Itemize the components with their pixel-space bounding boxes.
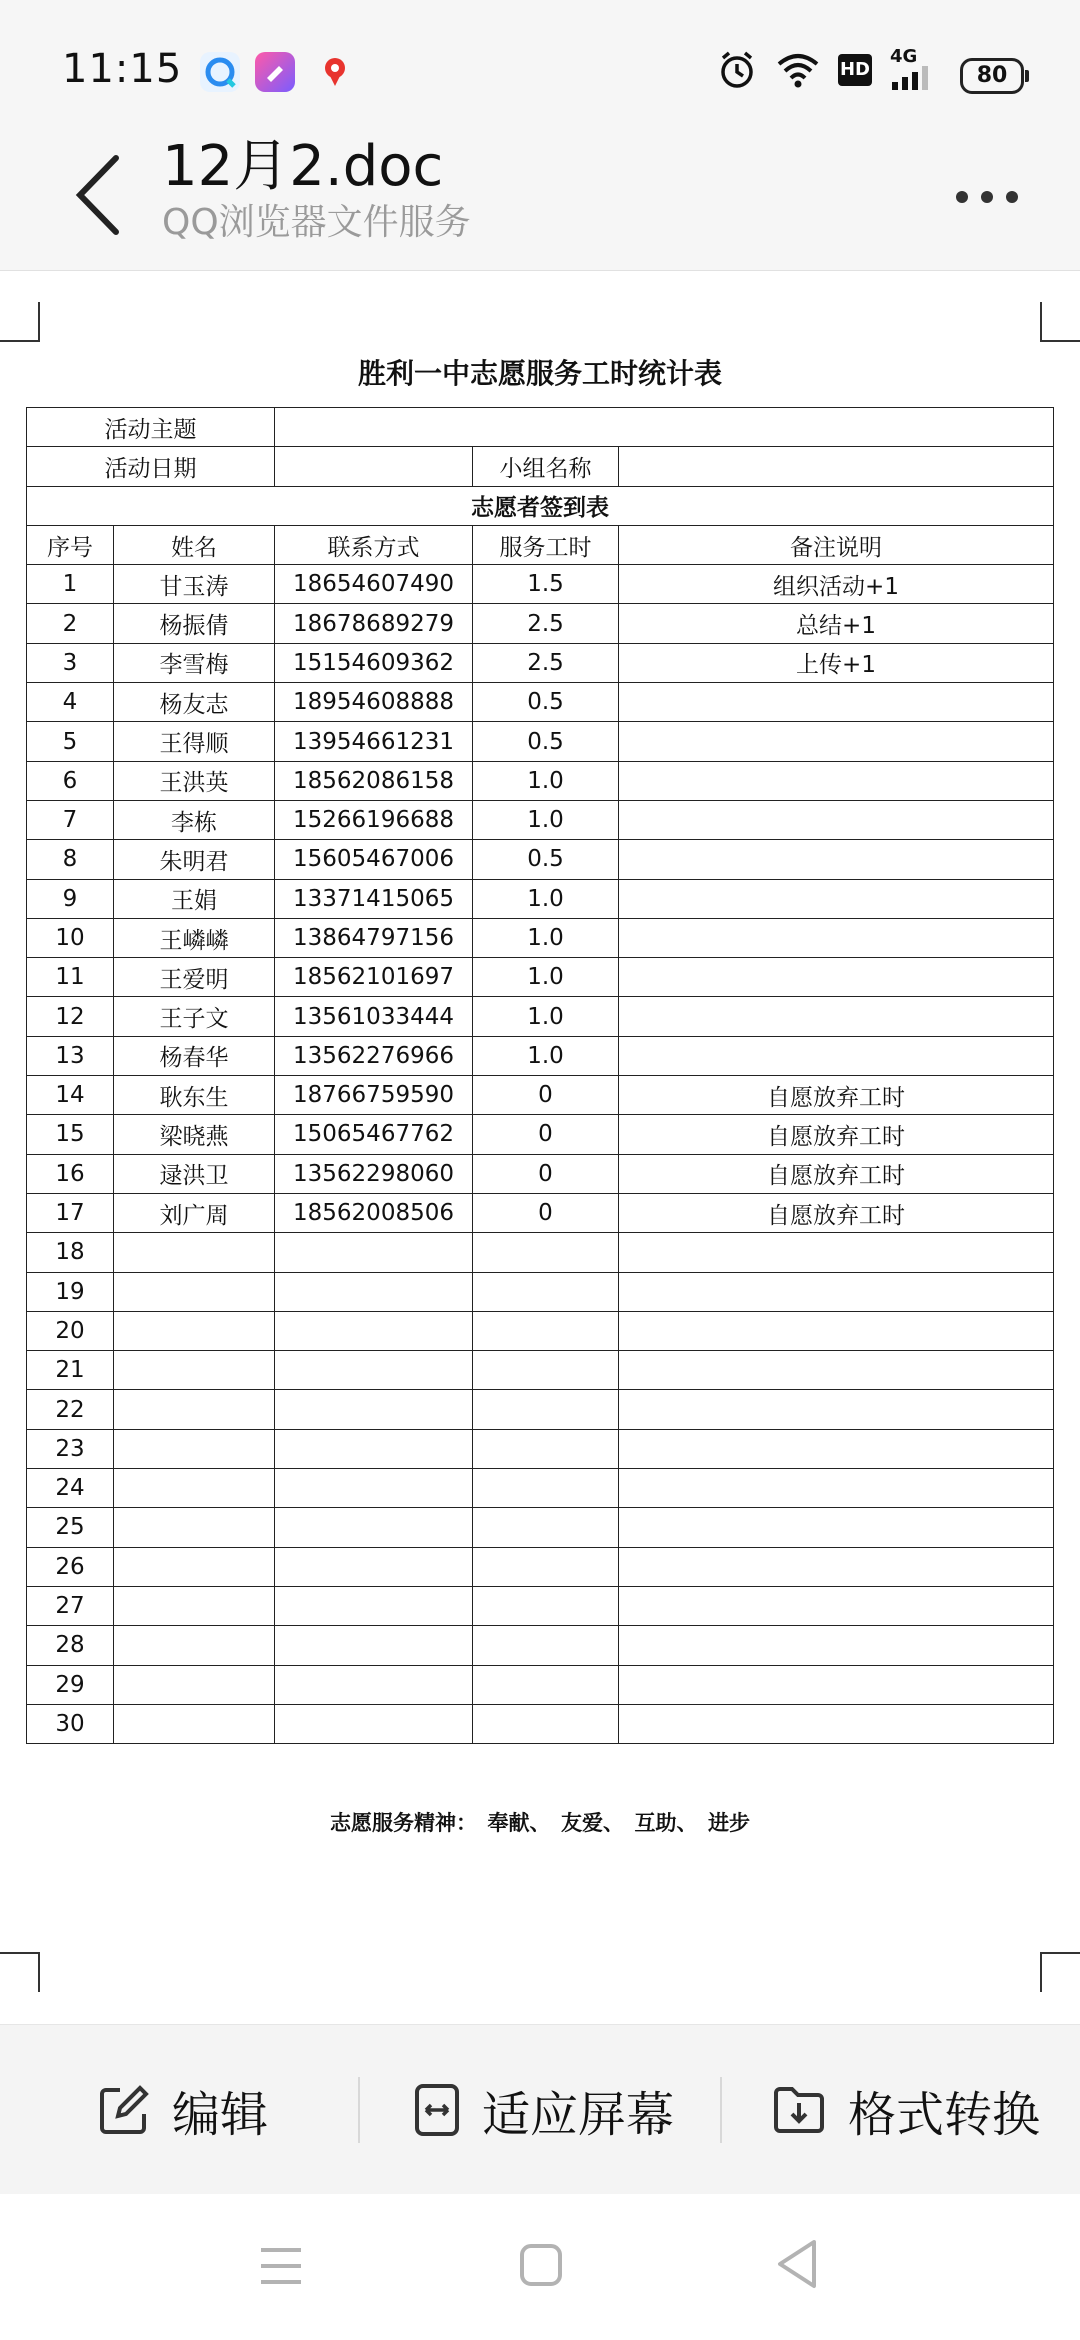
- signin-heading: 志愿者签到表: [27, 486, 1054, 525]
- hd-badge: HD: [838, 54, 872, 86]
- hours-cell: [473, 1665, 619, 1704]
- name-cell: [114, 1233, 275, 1272]
- remark-cell: [619, 1665, 1054, 1704]
- table-row: [27, 643, 1054, 682]
- table-row: [27, 1665, 1054, 1704]
- name-cell: [114, 1272, 275, 1311]
- wifi-icon: [776, 50, 820, 94]
- name-cell: 李雪梅: [114, 643, 275, 682]
- group-value: [619, 447, 1054, 486]
- table-row: [27, 1154, 1054, 1193]
- hours-cell: 1.0: [473, 761, 619, 800]
- hours-cell: [473, 1586, 619, 1625]
- row-number-cell: 6: [27, 761, 114, 800]
- table-row: [27, 565, 1054, 604]
- remark-cell: [619, 840, 1054, 879]
- phone-cell: [275, 1704, 473, 1743]
- name-cell: 刘广周: [114, 1193, 275, 1232]
- table-row: [27, 1429, 1054, 1468]
- remark-cell: [619, 1036, 1054, 1075]
- remark-cell: 自愿放弃工时: [619, 1154, 1054, 1193]
- row-number-cell: 8: [27, 840, 114, 879]
- remark-cell: [619, 1704, 1054, 1743]
- remark-cell: [619, 1626, 1054, 1665]
- remark-cell: [619, 1508, 1054, 1547]
- table-row: [27, 683, 1054, 722]
- hours-cell: [473, 1547, 619, 1586]
- format-convert-button[interactable]: [772, 2025, 1040, 2195]
- remark-cell: [619, 1233, 1054, 1272]
- remark-cell: [619, 1272, 1054, 1311]
- row-number-cell: 28: [27, 1626, 114, 1665]
- remark-cell: 自愿放弃工时: [619, 1115, 1054, 1154]
- page-corner-mark: [0, 302, 40, 342]
- hours-cell: 0: [473, 1076, 619, 1115]
- name-cell: 甘玉涛: [114, 565, 275, 604]
- app-header: [0, 110, 1080, 271]
- hours-cell: [473, 1351, 619, 1390]
- name-cell: [114, 1586, 275, 1625]
- page-corner-mark: [1040, 1952, 1080, 1992]
- hours-cell: 0.5: [473, 722, 619, 761]
- row-number-cell: 3: [27, 643, 114, 682]
- topic-value: [275, 408, 1054, 447]
- name-cell: 王得顺: [114, 722, 275, 761]
- back-button[interactable]: [70, 150, 130, 240]
- name-cell: 李栋: [114, 800, 275, 839]
- row-number-cell: 21: [27, 1351, 114, 1390]
- table-row: [27, 1351, 1054, 1390]
- topic-label: 活动主题: [27, 408, 275, 447]
- phone-cell: [275, 1390, 473, 1429]
- battery-icon: 80: [960, 58, 1024, 94]
- hours-cell: [473, 1469, 619, 1508]
- remark-cell: [619, 1429, 1054, 1468]
- phone-cell: 15266196688: [275, 800, 473, 839]
- remark-cell: 自愿放弃工时: [619, 1076, 1054, 1115]
- fit-screen-label: 适应屏幕: [482, 2086, 675, 2143]
- row-number-cell: 22: [27, 1390, 114, 1429]
- name-cell: [114, 1469, 275, 1508]
- name-cell: 杨振倩: [114, 604, 275, 643]
- table-row: [27, 840, 1054, 879]
- topic-row: [27, 408, 1054, 447]
- name-cell: [114, 1665, 275, 1704]
- remark-cell: [619, 1469, 1054, 1508]
- remark-cell: [619, 761, 1054, 800]
- table-row: [27, 1233, 1054, 1272]
- remark-cell: 组织活动+1: [619, 565, 1054, 604]
- table-row: [27, 604, 1054, 643]
- row-number-cell: 9: [27, 879, 114, 918]
- date-row: [27, 447, 1054, 486]
- table-row: [27, 1626, 1054, 1665]
- phone-cell: 13864797156: [275, 918, 473, 957]
- date-label: 活动日期: [27, 447, 275, 486]
- hours-cell: [473, 1429, 619, 1468]
- recent-apps-button[interactable]: [258, 2244, 304, 2292]
- phone-cell: 15605467006: [275, 840, 473, 879]
- group-label: 小组名称: [473, 447, 619, 486]
- row-number-cell: 7: [27, 800, 114, 839]
- phone-cell: 18678689279: [275, 604, 473, 643]
- name-cell: [114, 1508, 275, 1547]
- edit-icon: [98, 2084, 150, 2136]
- row-number-cell: 15: [27, 1115, 114, 1154]
- table-row: [27, 1390, 1054, 1429]
- hours-cell: 0: [473, 1154, 619, 1193]
- hours-cell: 0: [473, 1193, 619, 1232]
- back-nav-icon: [774, 2238, 818, 2290]
- hours-cell: 0: [473, 1115, 619, 1154]
- table-row: [27, 722, 1054, 761]
- row-number-cell: 20: [27, 1311, 114, 1350]
- remark-cell: [619, 997, 1054, 1036]
- toolbar-divider: [358, 2077, 360, 2143]
- fit-screen-icon: [414, 2083, 460, 2137]
- hours-cell: 1.0: [473, 997, 619, 1036]
- row-number-cell: 30: [27, 1704, 114, 1743]
- row-number-cell: 17: [27, 1193, 114, 1232]
- row-number-cell: 14: [27, 1076, 114, 1115]
- hours-cell: [473, 1233, 619, 1272]
- name-cell: [114, 1429, 275, 1468]
- phone-cell: 13562298060: [275, 1154, 473, 1193]
- volunteer-spirit-footer: 志愿服务精神： 奉献、 友爱、 互助、 进步: [330, 1811, 750, 1835]
- row-number-cell: 10: [27, 918, 114, 957]
- hours-cell: [473, 1508, 619, 1547]
- phone-cell: [275, 1311, 473, 1350]
- phone-cell: [275, 1626, 473, 1665]
- phone-cell: [275, 1665, 473, 1704]
- name-cell: [114, 1311, 275, 1350]
- table-row: [27, 1469, 1054, 1508]
- table-row: [27, 879, 1054, 918]
- status-time: 11:15: [62, 46, 183, 92]
- toolbar-divider: [720, 2077, 722, 2143]
- phone-cell: 13562276966: [275, 1036, 473, 1075]
- name-cell: 逯洪卫: [114, 1154, 275, 1193]
- phone-cell: 18954608888: [275, 683, 473, 722]
- row-number-cell: 18: [27, 1233, 114, 1272]
- hours-cell: [473, 1704, 619, 1743]
- menu-icon: [258, 2244, 304, 2288]
- fit-screen-button[interactable]: [414, 2025, 674, 2195]
- table-row: [27, 1508, 1054, 1547]
- name-cell: 王洪英: [114, 761, 275, 800]
- column-header: 姓名: [114, 525, 275, 564]
- table-row: [27, 1311, 1054, 1350]
- hours-cell: [473, 1626, 619, 1665]
- table-row: [27, 761, 1054, 800]
- phone-cell: 18562101697: [275, 958, 473, 997]
- name-cell: 王娟: [114, 879, 275, 918]
- name-cell: [114, 1704, 275, 1743]
- alarm-icon: [718, 50, 756, 94]
- map-notification-icon: [315, 52, 355, 92]
- name-cell: [114, 1626, 275, 1665]
- phone-cell: 18562086158: [275, 761, 473, 800]
- table-row: [27, 1586, 1054, 1625]
- name-cell: 杨春华: [114, 1036, 275, 1075]
- hours-cell: 2.5: [473, 604, 619, 643]
- bottom-toolbar: [0, 2024, 1080, 2195]
- back-icon: [70, 150, 130, 240]
- home-icon: [518, 2242, 564, 2288]
- page-corner-mark: [0, 1952, 40, 1992]
- remark-cell: [619, 879, 1054, 918]
- row-number-cell: 12: [27, 997, 114, 1036]
- system-navigation-bar: [0, 2194, 1080, 2340]
- phone-cell: [275, 1508, 473, 1547]
- remark-cell: 上传+1: [619, 643, 1054, 682]
- phone-cell: [275, 1547, 473, 1586]
- home-button[interactable]: [518, 2242, 564, 2292]
- table-row: [27, 1193, 1054, 1232]
- column-header-row: [27, 525, 1054, 564]
- hours-cell: [473, 1311, 619, 1350]
- row-number-cell: 27: [27, 1586, 114, 1625]
- row-number-cell: 19: [27, 1272, 114, 1311]
- phone-cell: [275, 1586, 473, 1625]
- hours-cell: 1.5: [473, 565, 619, 604]
- name-cell: [114, 1547, 275, 1586]
- name-cell: [114, 1351, 275, 1390]
- row-number-cell: 5: [27, 722, 114, 761]
- file-source-subtitle: QQ浏览器文件服务: [162, 202, 471, 243]
- row-number-cell: 16: [27, 1154, 114, 1193]
- table-row: [27, 1076, 1054, 1115]
- column-header: 联系方式: [275, 525, 473, 564]
- row-number-cell: 29: [27, 1665, 114, 1704]
- name-cell: 朱明君: [114, 840, 275, 879]
- hours-cell: 1.0: [473, 1036, 619, 1075]
- convert-folder-icon: [772, 2085, 826, 2135]
- name-cell: 耿东生: [114, 1076, 275, 1115]
- table-row: [27, 1036, 1054, 1075]
- app-notification-icon: [255, 52, 295, 92]
- row-number-cell: 11: [27, 958, 114, 997]
- remark-cell: [619, 722, 1054, 761]
- hours-cell: 1.0: [473, 918, 619, 957]
- hours-cell: 0.5: [473, 683, 619, 722]
- name-cell: [114, 1390, 275, 1429]
- more-icon: [952, 187, 1022, 207]
- name-cell: 王子文: [114, 997, 275, 1036]
- row-number-cell: 24: [27, 1469, 114, 1508]
- row-number-cell: 26: [27, 1547, 114, 1586]
- qq-browser-notification-icon: [200, 52, 240, 92]
- phone-cell: 15065467762: [275, 1115, 473, 1154]
- row-number-cell: 4: [27, 683, 114, 722]
- more-options-button[interactable]: [952, 178, 1022, 208]
- column-header: 服务工时: [473, 525, 619, 564]
- table-row: [27, 997, 1054, 1036]
- table-row: [27, 1272, 1054, 1311]
- document-title: 胜利一中志愿服务工时统计表: [357, 357, 722, 390]
- file-title: 12月2.doc: [162, 134, 444, 199]
- format-convert-label: 格式转换: [848, 2086, 1041, 2143]
- column-header: 序号: [27, 525, 114, 564]
- name-cell: 杨友志: [114, 683, 275, 722]
- row-number-cell: 25: [27, 1508, 114, 1547]
- hours-cell: 1.0: [473, 879, 619, 918]
- remark-cell: 总结+1: [619, 604, 1054, 643]
- remark-cell: [619, 1311, 1054, 1350]
- hours-cell: 2.5: [473, 643, 619, 682]
- name-cell: 王爱明: [114, 958, 275, 997]
- table-row: [27, 800, 1054, 839]
- hours-cell: 1.0: [473, 800, 619, 839]
- edit-button[interactable]: [98, 2025, 268, 2195]
- remark-cell: [619, 800, 1054, 839]
- phone-cell: [275, 1429, 473, 1468]
- phone-cell: [275, 1233, 473, 1272]
- table-row: [27, 1547, 1054, 1586]
- phone-cell: [275, 1272, 473, 1311]
- name-cell: 梁晓燕: [114, 1115, 275, 1154]
- remark-cell: [619, 683, 1054, 722]
- phone-cell: 15154609362: [275, 643, 473, 682]
- name-cell: 王嶙嶙: [114, 918, 275, 957]
- document-page[interactable]: [0, 272, 1080, 2022]
- table-row: [27, 1704, 1054, 1743]
- table-row: [27, 958, 1054, 997]
- volunteer-hours-table: [26, 407, 1054, 1744]
- page-corner-mark: [1040, 302, 1080, 342]
- row-number-cell: 1: [27, 565, 114, 604]
- phone-cell: [275, 1351, 473, 1390]
- remark-cell: [619, 1586, 1054, 1625]
- signal-icon: [890, 48, 934, 94]
- phone-cell: 13561033444: [275, 997, 473, 1036]
- phone-cell: 18562008506: [275, 1193, 473, 1232]
- system-back-button[interactable]: [774, 2238, 818, 2294]
- table-row: [27, 918, 1054, 957]
- remark-cell: [619, 1547, 1054, 1586]
- phone-cell: 18654607490: [275, 565, 473, 604]
- signin-row: [27, 486, 1054, 525]
- remark-cell: [619, 1390, 1054, 1429]
- remark-cell: 自愿放弃工时: [619, 1193, 1054, 1232]
- row-number-cell: 13: [27, 1036, 114, 1075]
- column-header: 备注说明: [619, 525, 1054, 564]
- row-number-cell: 23: [27, 1429, 114, 1468]
- hours-cell: [473, 1272, 619, 1311]
- hours-cell: [473, 1390, 619, 1429]
- hours-cell: 0.5: [473, 840, 619, 879]
- row-number-cell: 2: [27, 604, 114, 643]
- date-value: [275, 447, 473, 486]
- remark-cell: [619, 958, 1054, 997]
- phone-cell: 18766759590: [275, 1076, 473, 1115]
- table-row: [27, 1115, 1054, 1154]
- phone-cell: [275, 1469, 473, 1508]
- hours-cell: 1.0: [473, 958, 619, 997]
- phone-cell: 13371415065: [275, 879, 473, 918]
- network-type-label: 4G: [890, 46, 918, 67]
- remark-cell: [619, 1351, 1054, 1390]
- remark-cell: [619, 918, 1054, 957]
- edit-label: 编辑: [172, 2086, 269, 2143]
- phone-cell: 13954661231: [275, 722, 473, 761]
